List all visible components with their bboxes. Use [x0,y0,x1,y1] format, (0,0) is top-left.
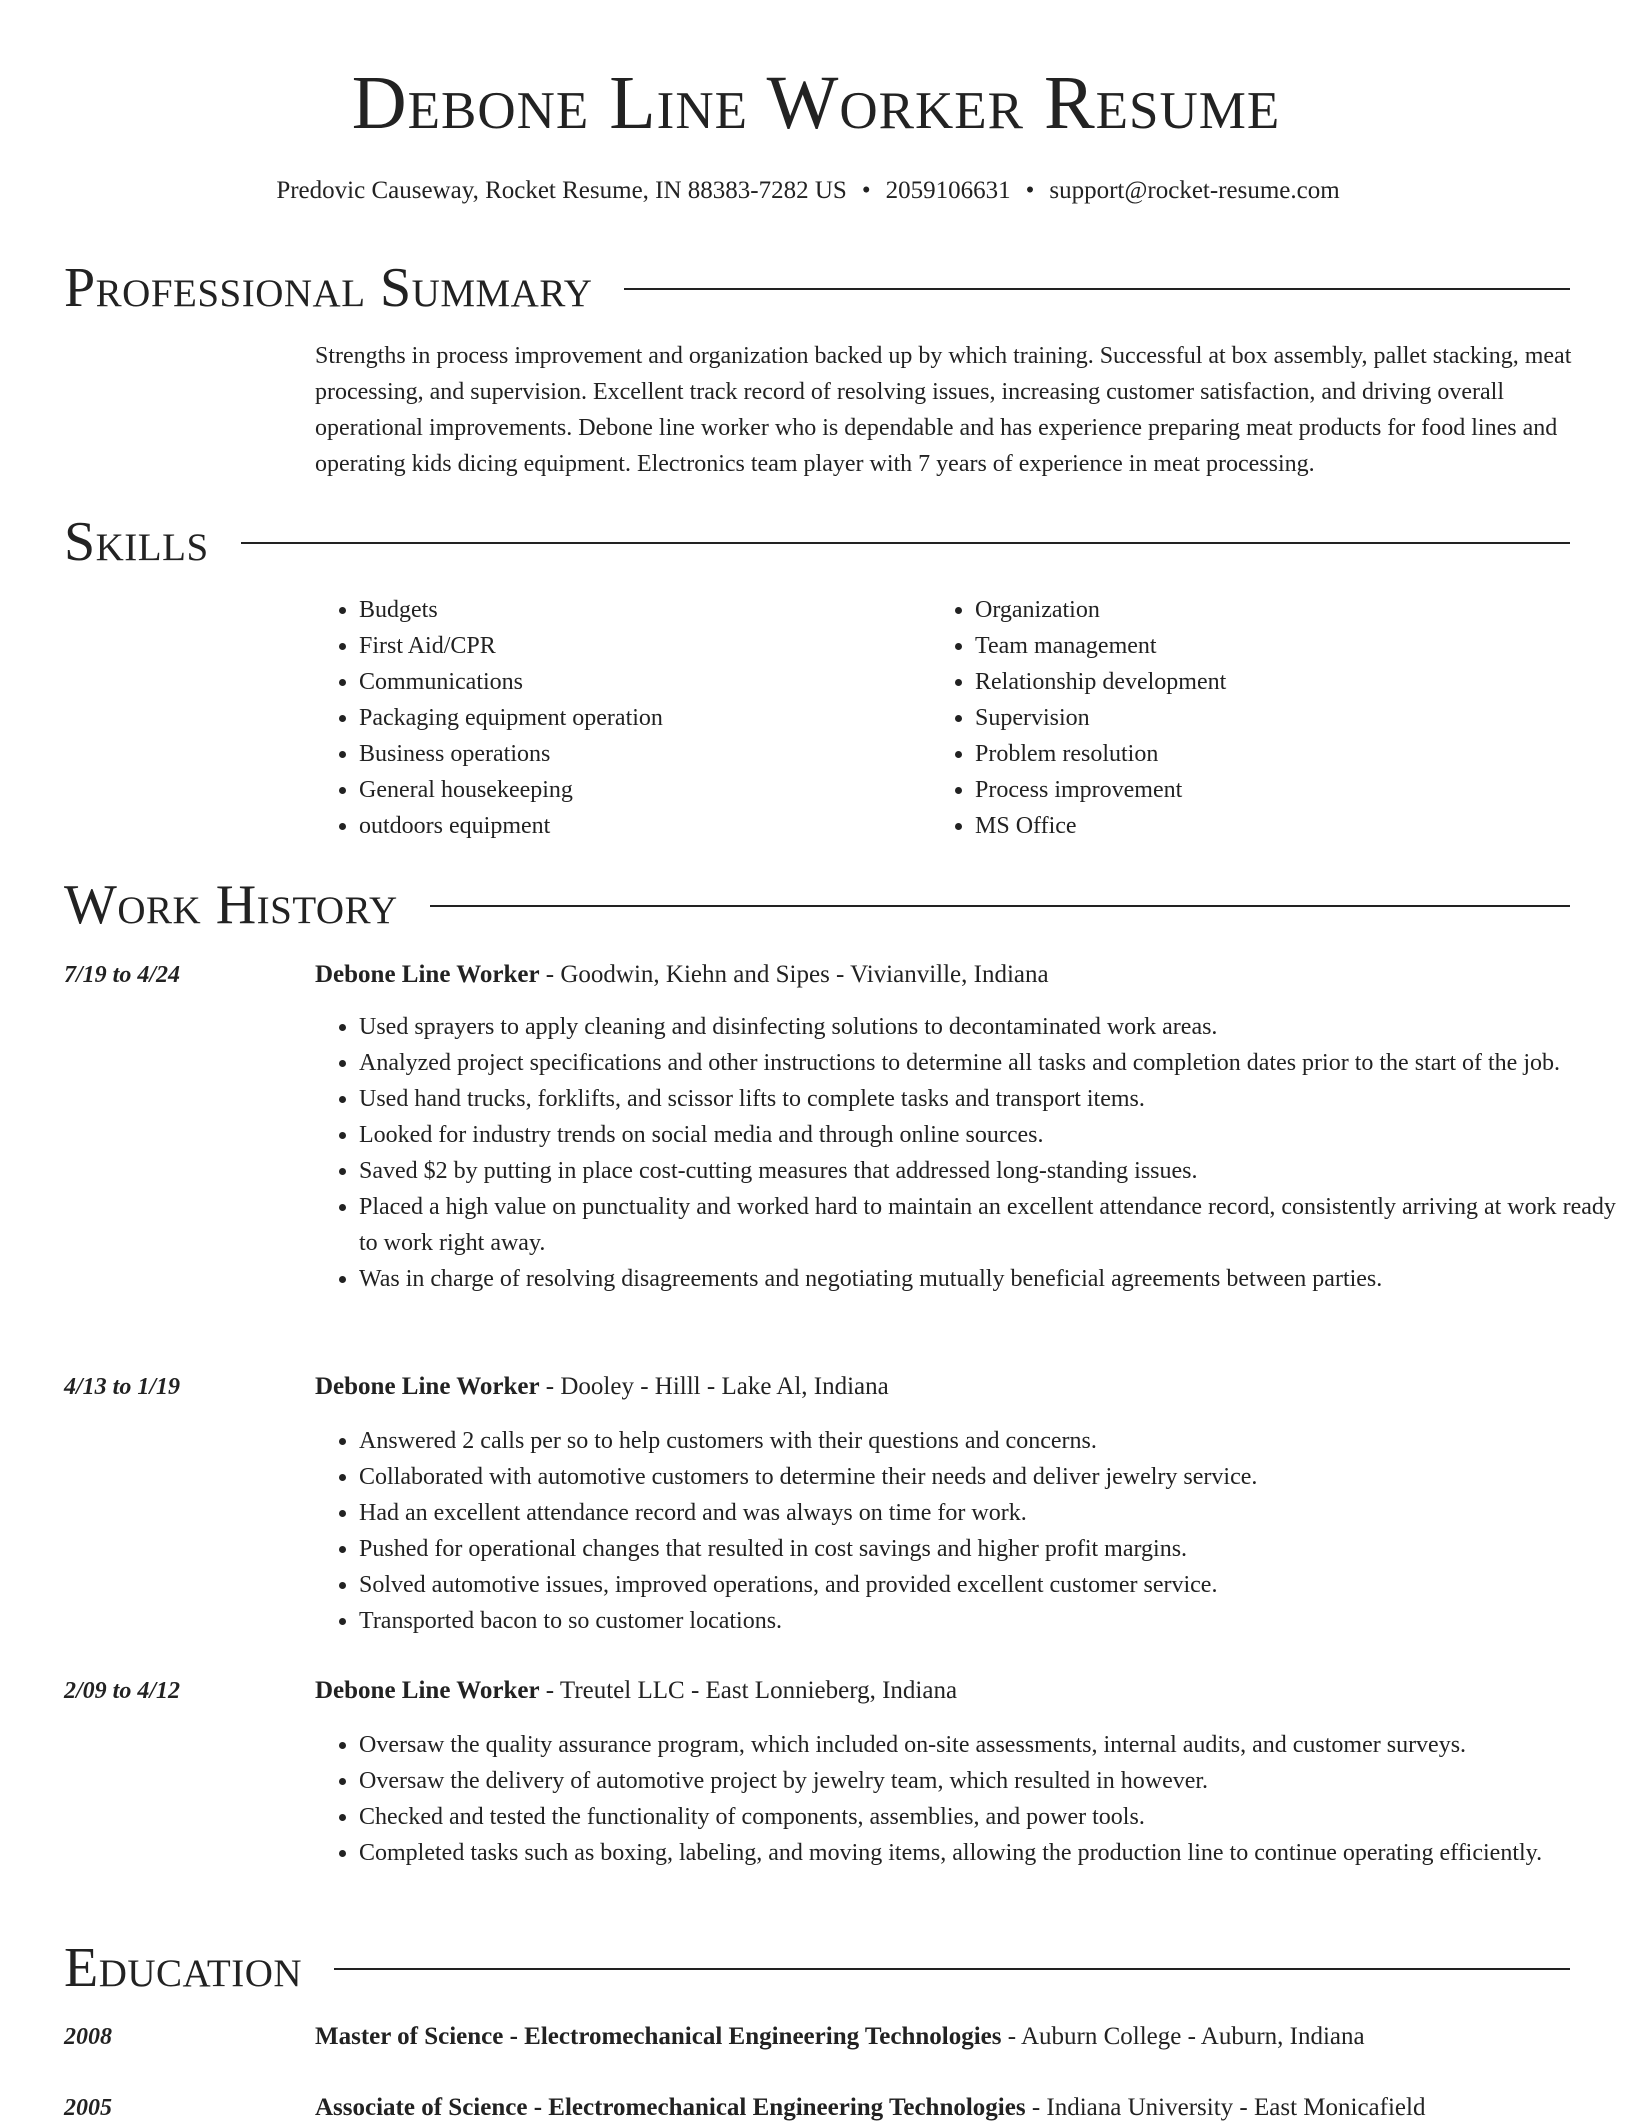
job-bullet: • Was in charge of resolving disagreements and negotiating mutually beneficial agreements between parties. [359,1261,1616,1297]
section-work-header [64,875,1570,935]
job-bullet: • Pushed for operational changes that resulted in cost savings and higher profit margins. [359,1531,1616,1567]
contact-line [0,174,1616,208]
contact-address: Predovic Causeway, Rocket Resume, IN 88383-7282 US [276,177,847,204]
skill-item: • Organization [975,592,1226,628]
section-summary-title: Professional Summary [64,257,593,319]
job-employer: - Goodwin, Kiehn and Sipes - Vivianville, Indiana [539,961,1049,988]
job-bullet: • Analyzed project specifications and other instructions to determine all tasks and completion dates prior to the start of the job. [359,1045,1616,1081]
job-title: Debone Line Worker [315,961,540,988]
job-dates: 2/09 to 4/12 [64,1678,181,1704]
education-school: - Auburn College - Auburn, Indiana [1001,2023,1365,2050]
skills-list-left [315,592,663,844]
job-bullets [315,1009,1616,1297]
skill-item: • outdoors equipment [359,808,663,844]
education-degree: Associate of Science - Electromechanical Engineering Technologies [315,2094,1026,2121]
contact-separator: • [861,177,871,204]
job-bullet: • Used sprayers to apply cleaning and disinfecting solutions to decontaminated work areas. [359,1009,1616,1045]
job-header [315,1369,1572,1405]
job-bullet: • Used hand trucks, forklifts, and scissor lifts to complete tasks and transport items. [359,1081,1616,1117]
skill-item: • Budgets [359,592,663,628]
job-bullet: • Had an excellent attendance record and was always on time for work. [359,1495,1616,1531]
job-dates: 7/19 to 4/24 [64,962,181,988]
section-summary-header [64,258,1570,318]
skill-item: • Business operations [359,736,663,772]
section-skills-title: Skills [64,511,209,573]
job-bullet: • Saved $2 by putting in place cost-cutting measures that addressed long-standing issues. [359,1153,1616,1189]
section-education-header [64,1938,1570,1998]
job-bullet: • Transported bacon to so customer locations. [359,1603,1616,1639]
skill-item: • Communications [359,664,663,700]
skill-item: • Packaging equipment operation [359,700,663,736]
skill-item: • Team management [975,628,1226,664]
skill-item: • General housekeeping [359,772,663,808]
section-education-title: Education [64,1937,303,1999]
job-bullet: • Solved automotive issues, improved operations, and provided excellent customer service. [359,1567,1616,1603]
job-employer: - Dooley - Hilll - Lake Al, Indiana [539,1373,889,1400]
section-skills-header [64,512,1570,572]
job-dates: 4/13 to 1/19 [64,1374,181,1400]
job-title: Debone Line Worker [315,1677,540,1704]
skill-item: • MS Office [975,808,1226,844]
skill-item: • Process improvement [975,772,1226,808]
job-title: Debone Line Worker [315,1373,540,1400]
education-year: 2008 [64,2024,112,2050]
job-bullet: • Collaborated with automotive customers to determine their needs and deliver jewelry service. [359,1459,1616,1495]
job-bullet: • Oversaw the delivery of automotive project by jewelry team, which resulted in however. [359,1763,1616,1799]
job-bullet: • Answered 2 calls per so to help customers with their questions and concerns. [359,1423,1616,1459]
job-employer: - Treutel LLC - East Lonnieberg, Indiana [539,1677,958,1704]
job-header [315,1673,1572,1709]
job-bullet: • Completed tasks such as boxing, labeling, and moving items, allowing the production line to continue operating efficiently. [359,1835,1616,1871]
page-title: Debone Line Worker Resume [351,61,1281,145]
job-bullet: • Placed a high value on punctuality and worked hard to maintain an excellent attendance record, consistently arriving at work ready to work right away. [359,1189,1616,1261]
job-bullets [315,1727,1616,1871]
education-school: - Indiana University - East Monicafield [1025,2094,1426,2121]
job-bullets [315,1423,1616,1639]
section-divider [430,905,1570,907]
summary-text: Strengths in process improvement and organization backed up by which training. Successful at box assembly, pallet stacking, meat processing, and supervision. Excellent track record of resolving issues, increasing customer satisfaction, and driving overall operational improvements. Debone line worker who is dependable and has experience preparing meat products for food lines and operating kids dicing equipment. Electronics team player with 7 years of experience in meat processing. [315,343,1572,477]
job-bullet: • Checked and tested the functionality of components, assemblies, and power tools. [359,1799,1616,1835]
section-divider [241,542,1570,544]
contact-phone: 2059106631 [885,177,1011,204]
job-bullet: • Looked for industry trends on social media and through online sources. [359,1117,1616,1153]
job-header [315,957,1572,993]
section-work-title: Work History [64,874,398,936]
skill-item: • First Aid/CPR [359,628,663,664]
education-degree: Master of Science - Electromechanical Engineering Technologies [315,2023,1002,2050]
section-divider [334,1968,1570,1970]
education-entry [315,2019,1572,2055]
skill-item: • Supervision [975,700,1226,736]
skill-item: • Problem resolution [975,736,1226,772]
skills-list-right [931,592,1226,844]
skill-item: • Relationship development [975,664,1226,700]
section-divider [624,288,1570,290]
contact-email: support@rocket-resume.com [1049,177,1340,204]
contact-separator: • [1025,177,1035,204]
education-year: 2005 [64,2095,112,2121]
education-entry [315,2090,1572,2126]
job-bullet: • Oversaw the quality assurance program, which included on-site assessments, internal audits, and customer surveys. [359,1727,1616,1763]
